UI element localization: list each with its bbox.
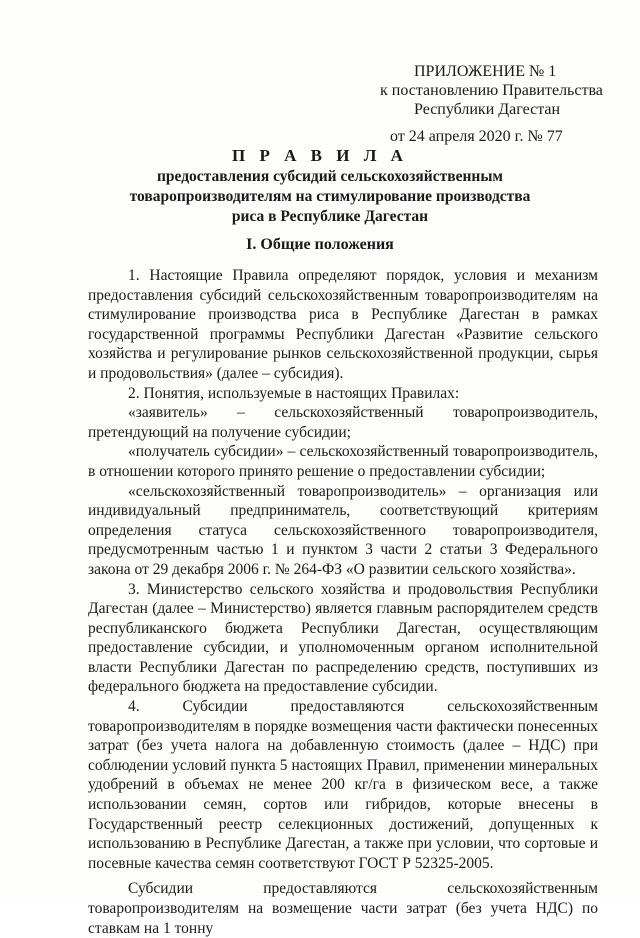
paragraph-3: «заявитель» – сельскохозяйственный товаропроизводитель, претендующий на получение субсидии; <box>88 404 598 441</box>
paragraph-6: 3. Министерство сельского хозяйства и продовольствия Республики Дагестан (далее – Министерство) является главным распорядителем средств республиканского бюджета Республики Дагестан, осуществляющим предоставление субсидии, и уполномоченным органом исполнительной власти Республики Дагестан по распределению средств, поступивших из федерального бюджета на предоставление субсидии. <box>88 580 598 696</box>
document-subtitle: предоставления субсидий сельскохозяйственным товаропроизводителям на стимулирование производства риса в Республике Дагестан <box>129 168 531 225</box>
paragraph-7: 4. Субсидии предоставляются сельскохозяйственным товаропроизводителям в порядке возмещения части фактически понесенных затрат (без учета налога на добавленную стоимость (далее – НДС) при соблюдении условий пункта 5 настоящих Правил, применении минеральных удобрений в объемах не менее 200 кг/га в физическом весе, а также использовании семян, сортов или гибридов, которые внесены в Государственный реестр селекционных достижений, допущенных к использованию в Республике Дагестан, а также при условии, что сортовые и посевные качества семян соответствуют ГОСТ Р 52325-2005. <box>88 698 598 872</box>
section-title: I. Общие положения <box>246 236 394 253</box>
paragraph-2: 2. Понятия, используемые в настоящих Правилах: <box>128 384 460 402</box>
document-body <box>88 266 598 938</box>
document-title: П Р А В И Л А <box>232 146 408 165</box>
appendix-header <box>380 62 610 146</box>
appendix-republic: Республики Дагестан <box>414 101 561 118</box>
paragraph-4: «получатель субсидии» – сельскохозяйственный товаропроизводитель, в отношении которого принято решение о предоставлении субсидии; <box>88 443 598 480</box>
appendix-title: ПРИЛОЖЕНИЕ № 1 <box>414 63 557 80</box>
appendix-date: от 24 апреля 2020 г. № 77 <box>390 128 563 145</box>
appendix-reference: к постановлению Правительства <box>380 82 603 99</box>
paragraph-1: 1. Настоящие Правила определяют порядок, условия и механизм предоставления субсидий сельскохозяйственным товаропроизводителям на стимулирование производства риса в Республике Дагестан в рамках государственной программы Республики Дагестан «Развитие сельского хозяйства и регулирование рынков сельскохозяйственной продукции, сырья и продовольствия» (далее – субсидия). <box>88 267 598 382</box>
paragraph-8: Субсидии предоставляются сельскохозяйственным товаропроизводителям на возмещение части затрат (без учета НДС) по ставкам на 1 тонну <box>88 880 598 937</box>
paragraph-5: «сельскохозяйственный товаропроизводитель» – организация или индивидуальный предприниматель, соответствующий критериям определения статуса сельскохозяйственного товаропроизводителя, предусмотренным частью 1 и пунктом 3 части 2 статьи 3 Федерального закона от 29 декабря 2006 г. № 264-ФЗ «О развитии сельского хозяйства». <box>88 482 598 578</box>
